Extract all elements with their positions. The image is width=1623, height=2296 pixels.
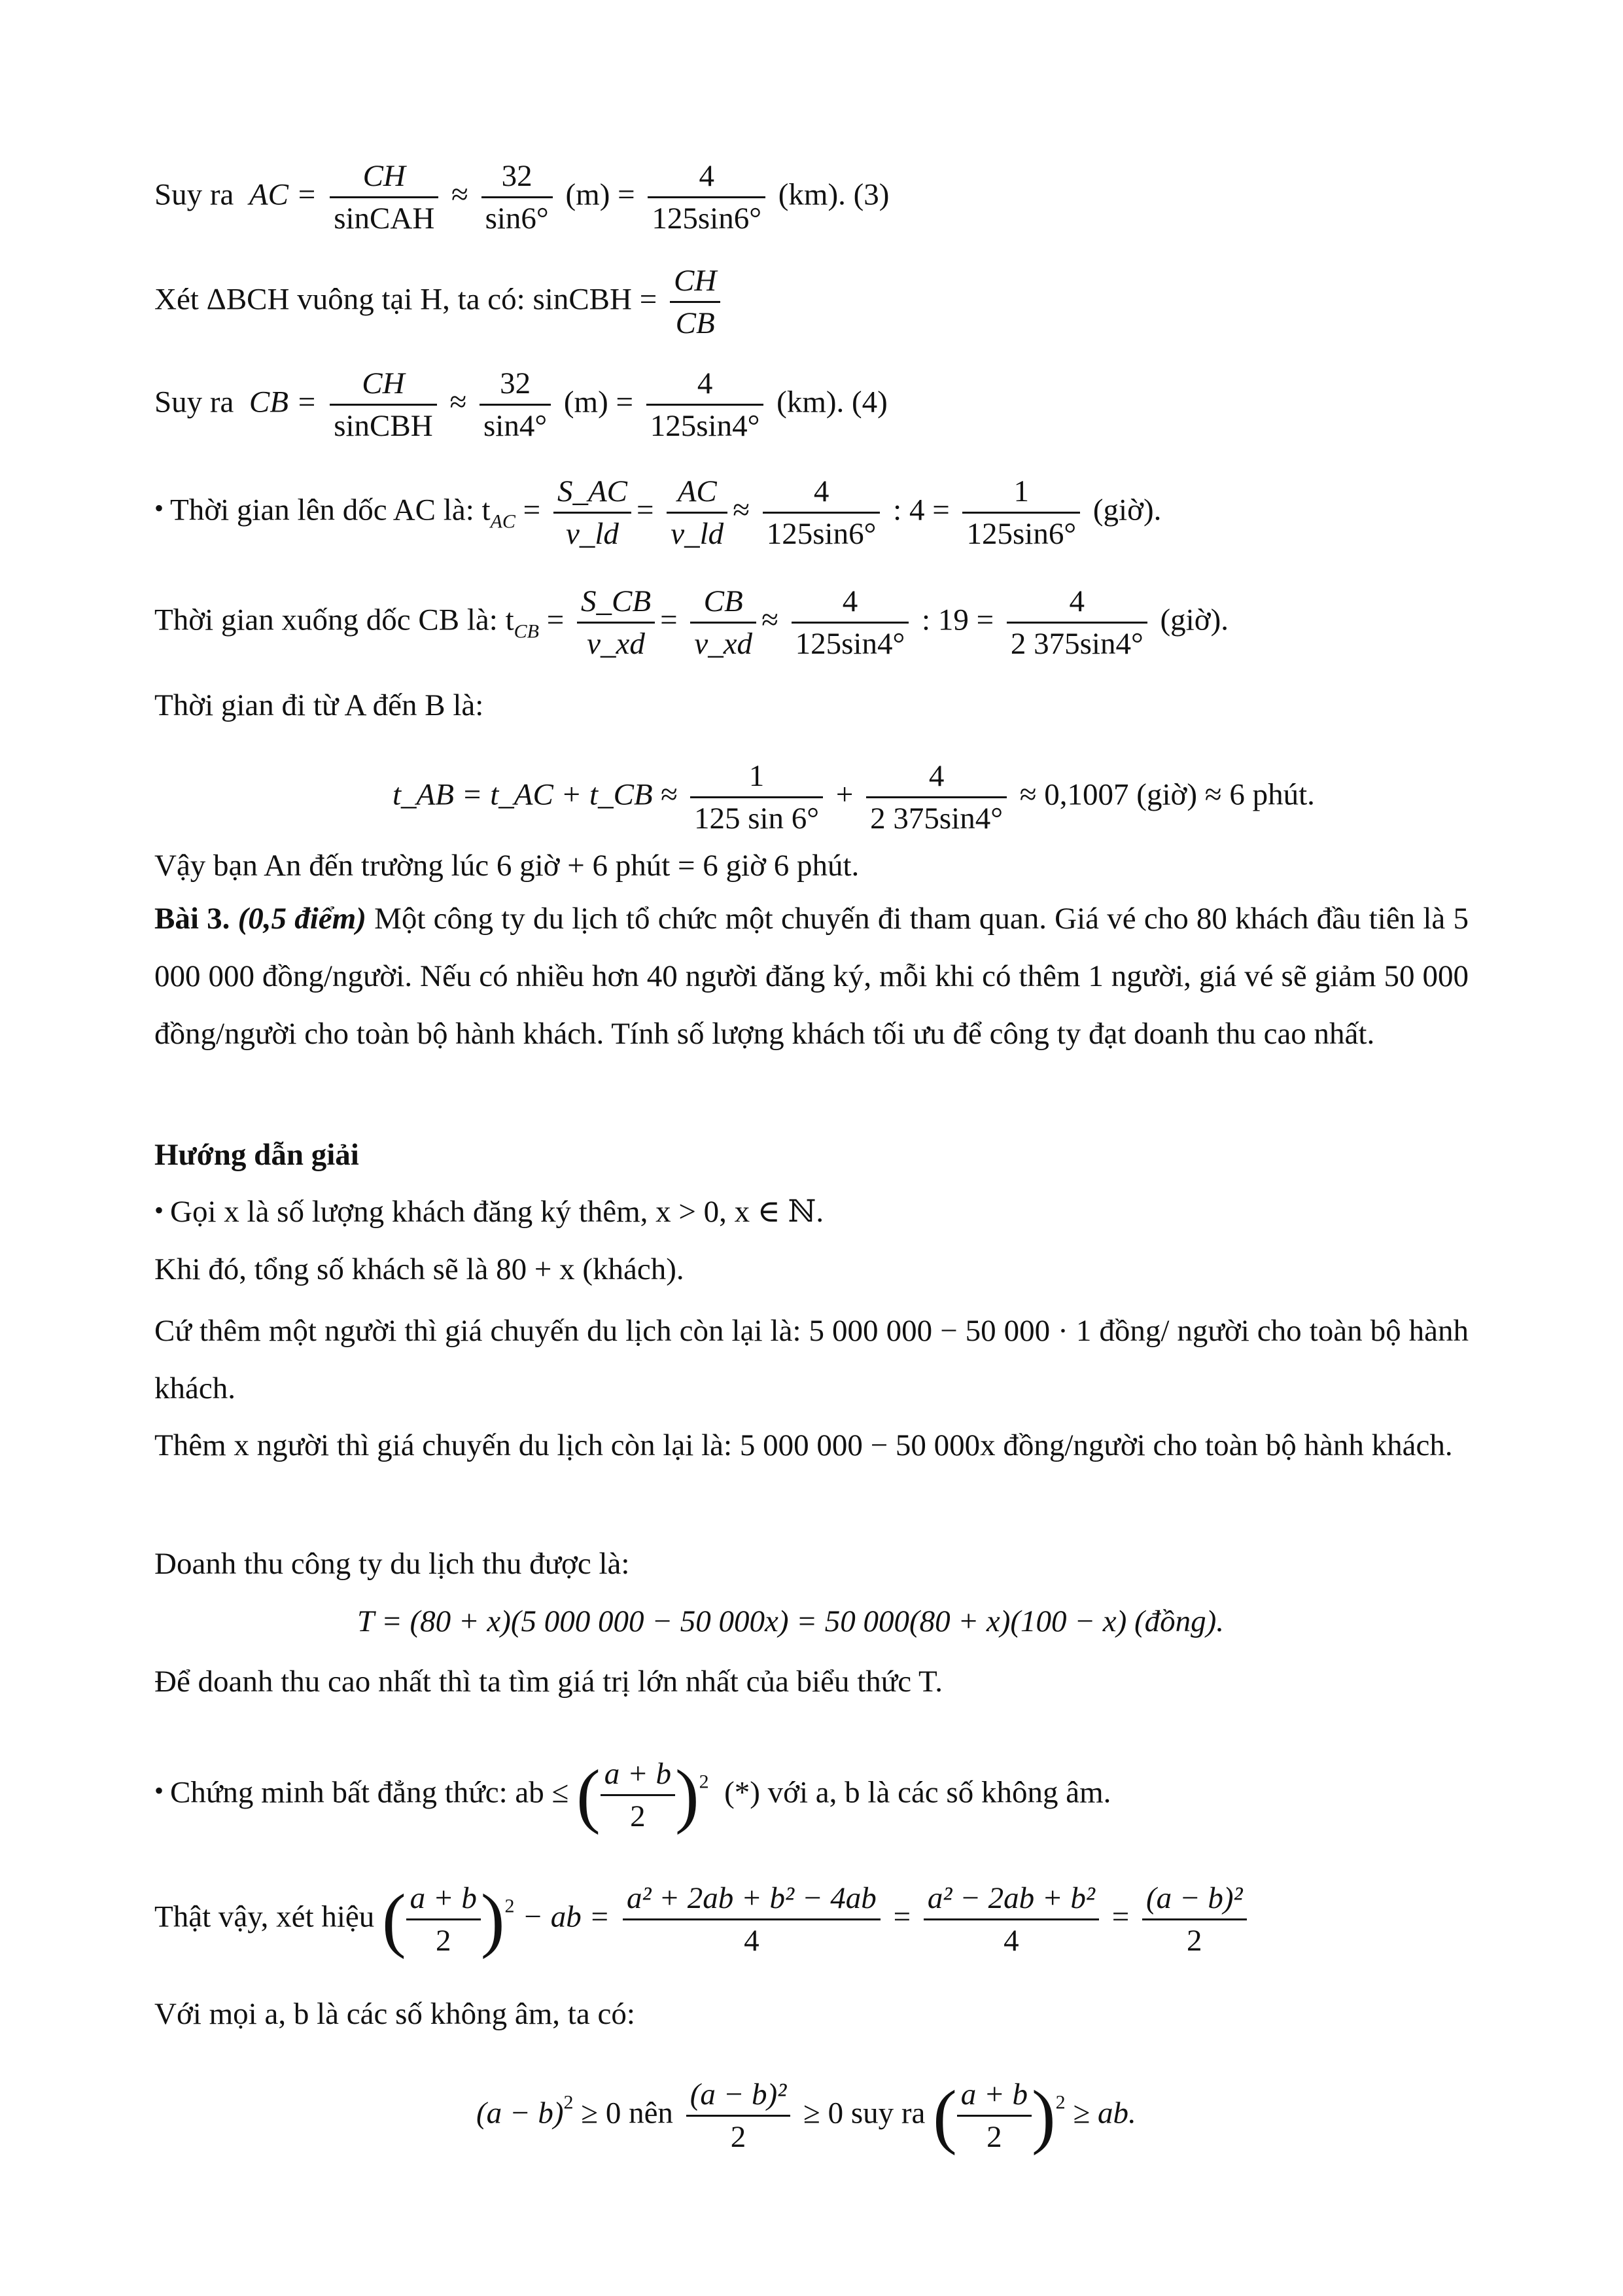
step-max-revenue: Để doanh thu cao nhất thì ta tìm giá trị lớn nhất của biểu thức T. [154,1665,943,1699]
text-time-ab: Thời gian đi từ A đến B là: [154,688,484,722]
step-inequality: • Chứng minh bất đẳng thức: ab ≤ ( $\frac{a + b}{2}$ )$^2$ (*) với a, b là các số không âm. [154,1754,1469,1837]
step-price-x: Thêm x người thì giá chuyến du lịch còn lại là: 5 000 000 − 50 000x đồng/người cho toàn bộ hành khách. [154,1428,1453,1462]
eq-final-inequality: $(a - b)^2 \ge 0$ nên $\frac{\text{(a − b)²}}{2}$ ≥ 0 suy ra ( $\frac{a + b}{2}$ )$^2$ ≥ ab. [476,2074,1469,2157]
step-define-x: • Gọi x là số lượng khách đăng ký thêm, x > 0, x ∈ ℕ. [154,1195,824,1229]
eq-time-ac: • Thời gian lên dốc AC là: $t_{AC}$ = $\frac{S\_AC}{v\_ld}$ = $\frac{AC}{v\_ld}$ ≈ $\frac{4}{125\sin 6^\circ}$ : 4 = $\frac{1}{125\sin 6^\circ}$ (giờ). [154,471,1469,554]
step-total-guests: Khi đó, tổng số khách sẽ là 80 + x (khách). [154,1252,684,1286]
step-proof: Thật vậy, xét hiệu ( $\frac{a + b}{2}$ )$^2$ − ab = $\frac{\text{a² + 2ab + b² − 4ab}}{4}$ = $\frac{\text{a² − 2ab + b²}}{4}$ = $\frac{\text{(a − b)²}}{2}$ [154,1878,1469,1961]
solution-heading: Hướng dẫn giải [154,1138,359,1172]
step-price-one: Cứ thêm một người thì giá chuyến du lịch còn lại là: 5 000 000 − 50 000 · 1 đồng/ người cho toàn bộ hành khách. [154,1314,1469,1405]
step-revenue-label: Doanh thu công ty du lịch thu được là: [154,1547,630,1581]
conclusion-text: Vậy bạn An đến trường lúc 6 giờ + 6 phút = 6 giờ 6 phút. [154,849,860,883]
eq-time-ab: t_AB = t_AC + t_CB ≈ $\frac{1}{125 \sin 6^\circ}$ + $\frac{4}{2 375\sin 4^\circ}$ ≈ 0,1007 (giờ) ≈ 6 phút. [393,756,1469,839]
eq-cb: Suy ra CB = $\frac{CH}{\text{sinCBH}}$ ≈ $\frac{32}{\sin 4^\circ}$ (m) = $\frac{4}{125\sin 4^\circ}$ (km). (4) [154,363,1469,446]
eq-sin-cbh: Xét ΔBCH vuông tại H, ta có: sinCBH = $\frac{CH}{CB}$ [154,260,1469,344]
problem-3: Bài 3. (0,5 điểm) Một công ty du lịch tổ chức một chuyến đi tham quan. Giá vé cho 80 khách đầu tiên là 5 000 000 đồng/người. Nếu có nhiều hơn 40 người đăng ký, mỗi khi có thêm 1 người, giá vé sẽ giảm 50 000 đồng/người cho toàn bộ hành khách. Tính số lượng khách tối ưu để công ty đạt doanh thu cao nhất. [154,902,1469,1051]
step-nonneg: Với mọi a, b là các số không âm, ta có: [154,1997,635,2031]
eq-time-cb: Thời gian xuống dốc CB là: $t_{CB}$ = $\frac{S\_CB}{v\_xd}$ = $\frac{CB}{v\_xd}$ ≈ $\frac{4}{125\sin 4^\circ}$ : 19 = $\frac{4}{2 375\sin 4^\circ}$ (giờ). [154,581,1469,664]
eq-revenue: T = (80 + x)(5 000 000 − 50 000x) = 50 000(80 + x)(100 − x) (đồng). [357,1604,1225,1638]
eq-ac: Suy ra AC = $\frac{CH}{\text{sinCAH}}$ ≈ $\frac{32}{\sin 6^\circ}$ (m) = $\frac{4}{125\sin 6^\circ}$ (km). (3) [154,156,1469,239]
